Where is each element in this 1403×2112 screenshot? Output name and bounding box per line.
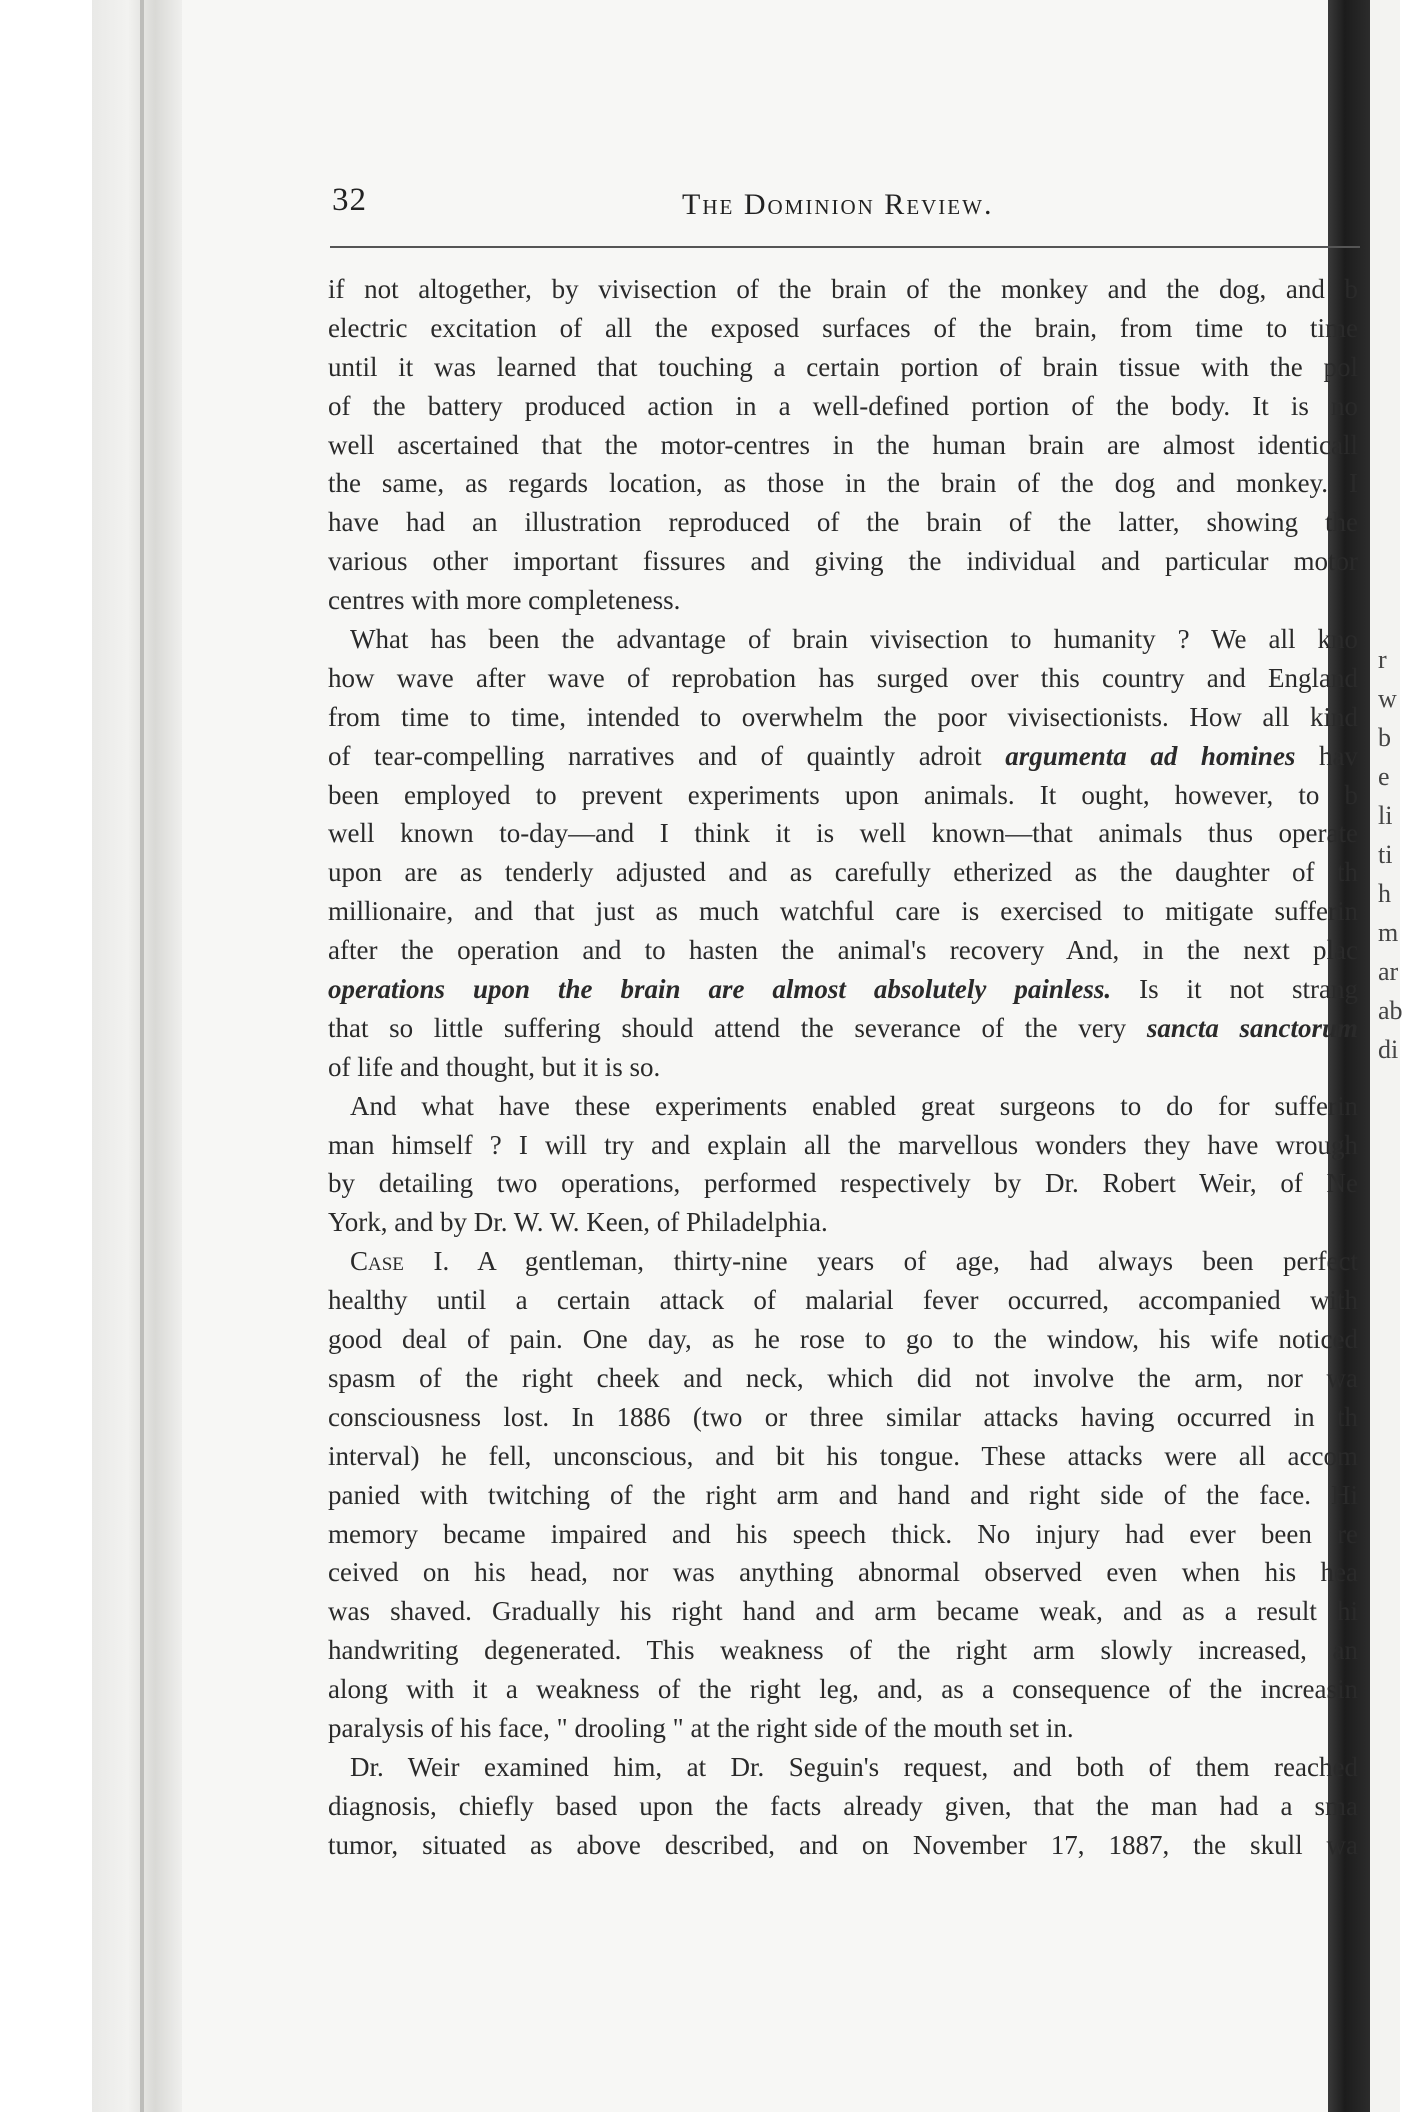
text-run: Is it not strang [1111, 974, 1358, 1005]
text-line [328, 892, 1358, 931]
text-line [328, 659, 1358, 698]
text-run: tumor, situated as above described, and on November 17, 1887, the skull wa [328, 1829, 1358, 1860]
text-line [328, 1359, 1358, 1398]
text-line [328, 1476, 1358, 1515]
italic-phrase: operations upon the brain are almost absolutely painless. [328, 974, 1112, 1005]
text-line [328, 1087, 1358, 1126]
text-run: of life and thought, but it is so. [328, 1051, 661, 1082]
facing-page-fragment: w [1378, 684, 1397, 713]
text-line [328, 1787, 1358, 1826]
text-run: until it was learned that touching a certain portion of brain tissue with the pol [328, 351, 1358, 382]
facing-page-fragment: b [1378, 723, 1391, 752]
text-line [328, 1631, 1358, 1670]
facing-page-fragment: ar [1378, 957, 1399, 986]
text-line [328, 503, 1358, 542]
text-line [328, 309, 1358, 348]
text-run: And what have these experiments enabled great surgeons to do for sufferin [350, 1090, 1358, 1121]
text-run: well ascertained that the motor-centres in the human brain are almost identicall [328, 429, 1358, 460]
text-run: healthy until a certain attack of malarial fever occurred, accompanied with [328, 1285, 1358, 1316]
text-run: of the battery produced action in a well-defined portion of the body. It is no [328, 390, 1358, 421]
text-line [328, 1048, 1358, 1087]
text-run: handwriting degenerated. This weakness of the right arm slowly increased, an [328, 1635, 1358, 1666]
text-line [328, 1437, 1358, 1476]
text-run: ceived on his head, nor was anything abnormal observed even when his hea [328, 1557, 1358, 1588]
text-run: spasm of the right cheek and neck, which did not involve the arm, nor wa [328, 1362, 1358, 1393]
facing-page-fragment: li [1378, 801, 1393, 830]
text-run: I. A gentleman, thirty-nine years of age, had always been perfect [403, 1246, 1358, 1277]
text-line [328, 1515, 1358, 1554]
text-line [328, 814, 1358, 853]
text-run: was shaved. Gradually his right hand and arm became weak, and as a result hi [328, 1596, 1358, 1627]
running-head [332, 182, 1362, 232]
facing-page-fragment: m [1378, 918, 1399, 947]
text-line [328, 1164, 1358, 1203]
text-line [328, 1126, 1358, 1165]
text-line [328, 970, 1358, 1009]
facing-page-fragment: r [1378, 645, 1387, 674]
text-line [328, 348, 1358, 387]
text-line [328, 542, 1358, 581]
text-line [328, 737, 1358, 776]
facing-page-fragment: di [1378, 1035, 1399, 1064]
italic-phrase: sancta sanctorum [1146, 1012, 1358, 1043]
text-line [328, 1826, 1358, 1865]
page-stack [92, 0, 182, 2112]
page-number: 32 [332, 182, 367, 218]
text-line [328, 1553, 1358, 1592]
text-run: after the operation and to hasten the animal's recovery And, in the next plac [328, 935, 1358, 966]
text-run: by detailing two operations, performed respectively by Dr. Robert Weir, of Ne [328, 1168, 1358, 1199]
page-stack-edge [140, 0, 144, 2112]
text-line [328, 620, 1358, 659]
text-run: various other important fissures and giving the individual and particular motor [328, 546, 1358, 577]
text-line [328, 698, 1358, 737]
text-run: good deal of pain. One day, as he rose to go to the window, his wife noticed [328, 1324, 1358, 1355]
text-run: if not altogether, by vivisection of the brain of the monkey and the dog, and b [328, 274, 1358, 304]
text-line [328, 581, 1358, 620]
text-line [328, 1748, 1358, 1787]
text-run: York, and by Dr. W. W. Keen, of Philadelphia. [328, 1207, 828, 1238]
text-run: paralysis of his face, " drooling " at the right side of the mouth set in. [328, 1712, 1074, 1743]
text-line [328, 1670, 1358, 1709]
text-run: from time to time, intended to overwhelm the poor vivisectionists. How all kind [328, 701, 1358, 732]
text-run: upon are as tenderly adjusted and as carefully etherized as the daughter of th [328, 857, 1358, 888]
text-run: along with it a weakness of the right leg, and, as a consequence of the increasin [328, 1674, 1358, 1705]
text-run: of tear-compelling narratives and of quaintly adroit [328, 740, 1006, 771]
text-run: man himself ? I will try and explain all the marvellous wonders they have wrough [328, 1129, 1358, 1160]
text-line [328, 1709, 1358, 1748]
body-text [328, 270, 1358, 1865]
text-line [328, 1320, 1358, 1359]
italic-phrase: argumenta ad homines [1005, 740, 1296, 771]
text-run: that so little suffering should attend the severance of the very [328, 1012, 1147, 1043]
text-line [328, 387, 1358, 426]
facing-page-fragment: ab [1378, 996, 1403, 1025]
header-rule [330, 246, 1360, 248]
text-run: have had an illustration reproduced of the brain of the latter, showing the [328, 507, 1358, 538]
text-run: electric excitation of all the exposed surfaces of the brain, from time to time [328, 312, 1358, 343]
case-label: Case [350, 1246, 404, 1277]
text-line [328, 426, 1358, 465]
text-run: panied with twitching of the right arm and hand and right side of the face. Hi [328, 1479, 1358, 1510]
text-line [328, 464, 1358, 503]
text-run: consciousness lost. In 1886 (two or three similar attacks having occurred in th [328, 1401, 1358, 1432]
text-run: hav [1295, 740, 1359, 771]
text-run: well known to-day—and I think it is well known—that animals thus operate [328, 818, 1358, 849]
text-run: the same, as regards location, as those in the brain of the dog and monkey. I [328, 468, 1358, 499]
text-run: What has been the advantage of brain vivisection to humanity ? We all kno [350, 624, 1358, 655]
text-run: how wave after wave of reprobation has surged over this country and England [328, 662, 1358, 693]
facing-page-fragment: e [1378, 762, 1390, 791]
text-run: diagnosis, chiefly based upon the facts already given, that the man had a sma [328, 1790, 1358, 1821]
text-run: Dr. Weir examined him, at Dr. Seguin's request, and both of them reached [350, 1751, 1358, 1782]
text-line [328, 1281, 1358, 1320]
facing-page-fragments [1378, 640, 1403, 1069]
text-line [328, 1242, 1358, 1281]
text-line [328, 853, 1358, 892]
journal-title: The Dominion Review. [682, 188, 994, 221]
text-line [328, 931, 1358, 970]
text-line [328, 776, 1358, 815]
text-run: memory became impaired and his speech thick. No injury had ever been re [328, 1518, 1358, 1549]
text-run: centres with more completeness. [328, 585, 681, 616]
text-line [328, 1009, 1358, 1048]
text-run: millionaire, and that just as much watchful care is exercised to mitigate sufferin [328, 896, 1358, 927]
facing-page-fragment: ti [1378, 840, 1393, 869]
text-line [328, 1398, 1358, 1437]
text-run: interval) he fell, unconscious, and bit his tongue. These attacks were all accom [328, 1440, 1358, 1471]
text-line [328, 1592, 1358, 1631]
facing-page-fragment: h [1378, 879, 1391, 908]
text-line [328, 270, 1358, 309]
text-line [328, 1203, 1358, 1242]
text-run: been employed to prevent experiments upon animals. It ought, however, to b [328, 779, 1358, 810]
